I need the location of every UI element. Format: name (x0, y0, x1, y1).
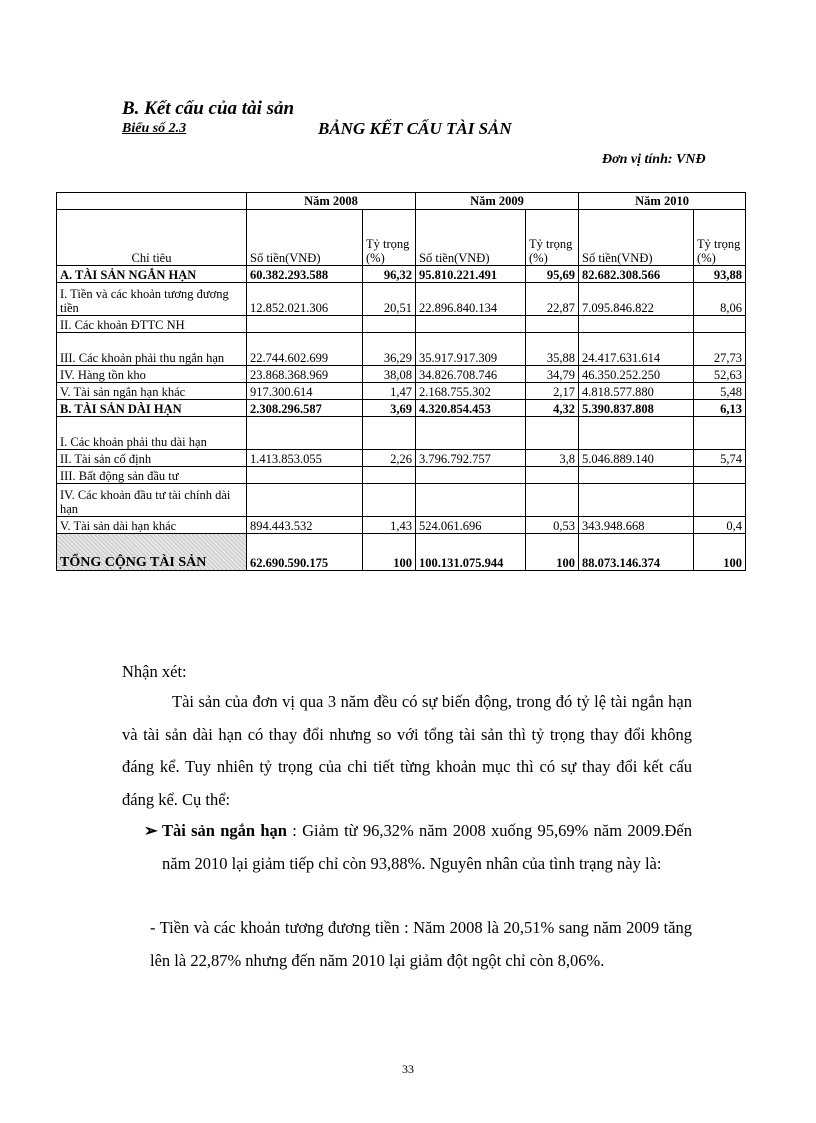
ratio-cell: 22,87 (526, 283, 579, 316)
table-body (57, 266, 746, 571)
header-amount-2008: Số tiền(VNĐ) (247, 210, 363, 266)
amount-cell (416, 316, 526, 333)
ratio-cell (363, 484, 416, 517)
amount-cell (416, 467, 526, 484)
amount-cell: 22.744.602.699 (247, 333, 363, 366)
ratio-cell (694, 316, 746, 333)
bullet-lead: Tài sản ngắn hạn (162, 821, 287, 840)
amount-cell (579, 467, 694, 484)
amount-cell: 23.868.368.969 (247, 366, 363, 383)
ratio-cell: 6,13 (694, 400, 746, 417)
ratio-cell: 100 (363, 534, 416, 571)
table-row (57, 467, 746, 484)
ratio-cell: 0,53 (526, 517, 579, 534)
table-title: BẢNG KẾT CẤU TÀI SẢN (318, 119, 512, 138)
ratio-cell (694, 467, 746, 484)
table-row (57, 450, 746, 467)
ratio-cell: 96,32 (363, 266, 416, 283)
ratio-cell (363, 316, 416, 333)
amount-cell: 343.948.668 (579, 517, 694, 534)
paragraph-cash-equivalents: - Tiền và các khoản tương đương tiền : Năm 2008 là 20,51% sang năm 2009 tăng lên là 22,87% nhưng đến năm 2010 lại giảm đột ngột chỉ còn 8,06%. (150, 918, 692, 970)
table-row (57, 316, 746, 333)
row-label: V. Tài sản ngắn hạn khác (57, 383, 247, 400)
ratio-cell: 8,06 (694, 283, 746, 316)
header-ratio-2009: Tỷ trọng (%) (526, 210, 579, 266)
amount-cell: 35.917.917.309 (416, 333, 526, 366)
ratio-cell (694, 417, 746, 450)
row-label: III. Các khoản phải thu ngắn hạn (57, 333, 247, 366)
ratio-cell (363, 467, 416, 484)
table-row (57, 383, 746, 400)
amount-cell: 62.690.590.175 (247, 534, 363, 571)
ratio-cell (526, 316, 579, 333)
ratio-cell: 2,26 (363, 450, 416, 467)
section-heading: B. Kết cấu của tài sản (122, 98, 295, 119)
header-ratio-2010: Tỷ trọng (%) (694, 210, 746, 266)
table-row (57, 417, 746, 450)
amount-cell: 88.073.146.374 (579, 534, 694, 571)
amount-cell (579, 484, 694, 517)
ratio-cell: 5,74 (694, 450, 746, 467)
ratio-cell: 100 (526, 534, 579, 571)
amount-cell: 34.826.708.746 (416, 366, 526, 383)
ratio-cell: 34,79 (526, 366, 579, 383)
amount-cell (579, 417, 694, 450)
unit-note: Đơn vị tính: VNĐ (602, 152, 706, 167)
ratio-cell: 1,43 (363, 517, 416, 534)
amount-cell (247, 467, 363, 484)
ratio-cell: 20,51 (363, 283, 416, 316)
amount-cell: 24.417.631.614 (579, 333, 694, 366)
remark-title: Nhận xét: (122, 662, 187, 681)
header-amount-2010: Số tiền(VNĐ) (579, 210, 694, 266)
table-row (57, 283, 746, 316)
ratio-cell: 100 (694, 534, 746, 571)
amount-cell (416, 417, 526, 450)
table-header-columns (57, 210, 746, 266)
ratio-cell: 4,32 (526, 400, 579, 417)
amount-cell: 4.320.854.453 (416, 400, 526, 417)
row-label: III. Bất động sản đầu tư (57, 467, 247, 484)
amount-cell: 100.131.075.944 (416, 534, 526, 571)
row-label: V. Tài sản dài hạn khác (57, 517, 247, 534)
ratio-cell: 36,29 (363, 333, 416, 366)
ratio-cell (526, 484, 579, 517)
ratio-cell: 2,17 (526, 383, 579, 400)
ratio-cell: 3,8 (526, 450, 579, 467)
amount-cell: 5.390.837.808 (579, 400, 694, 417)
amount-cell: 2.308.296.587 (247, 400, 363, 417)
ratio-cell: 1,47 (363, 383, 416, 400)
ratio-cell: 27,73 (694, 333, 746, 366)
arrow-bullet-icon: ➢ (144, 821, 158, 840)
amount-cell (579, 316, 694, 333)
ratio-cell: 35,88 (526, 333, 579, 366)
ratio-cell: 93,88 (694, 266, 746, 283)
bullet-text: : Giảm từ 96,32% năm 2008 xuống 95,69% năm 2009.Đến năm 2010 lại giảm tiếp chỉ còn 93,88%. Nguyên nhân của tình trạng này là: (162, 821, 692, 873)
row-label: B. TÀI SẢN DÀI HẠN (57, 400, 247, 417)
ratio-cell: 95,69 (526, 266, 579, 283)
header-amount-2009: Số tiền(VNĐ) (416, 210, 526, 266)
header-year-2008: Năm 2008 (247, 193, 416, 210)
table-row (57, 366, 746, 383)
amount-cell: 894.443.532 (247, 517, 363, 534)
table-row (57, 517, 746, 534)
paragraph-overview: Tài sản của đơn vị qua 3 năm đều có sự biến động, trong đó tỷ lệ tài ngắn hạn và tài sản dài hạn có thay đổi nhưng so với tổng tài sản thì tỷ trọng thay đổi không đáng kể. Tuy nhiên tỷ trọng của chi tiết từng khoản mục thì có sự thay đổi kết cấu đáng kể. Cụ thể: (122, 692, 692, 809)
row-label: I. Các khoản phải thu dài hạn (57, 417, 247, 450)
ratio-cell: 52,63 (694, 366, 746, 383)
amount-cell: 524.061.696 (416, 517, 526, 534)
ratio-cell: 0,4 (694, 517, 746, 534)
header-empty-cell (57, 193, 247, 210)
amount-cell: 95.810.221.491 (416, 266, 526, 283)
amount-cell: 60.382.293.588 (247, 266, 363, 283)
table-header-years (57, 193, 746, 210)
table-row (57, 400, 746, 417)
row-label: A. TÀI SẢN NGẮN HẠN (57, 266, 247, 283)
amount-cell: 82.682.308.566 (579, 266, 694, 283)
row-label: TỔNG CỘNG TÀI SẢN (57, 534, 247, 571)
ratio-cell (363, 417, 416, 450)
header-year-2010: Năm 2010 (579, 193, 746, 210)
figure-label: Biểu số 2.3 (122, 121, 187, 136)
amount-cell: 7.095.846.822 (579, 283, 694, 316)
ratio-cell (526, 467, 579, 484)
table-row (57, 534, 746, 571)
amount-cell: 4.818.577.880 (579, 383, 694, 400)
row-label: I. Tiền và các khoản tương đương tiền (57, 283, 247, 316)
header-year-2009: Năm 2009 (416, 193, 579, 210)
ratio-cell: 3,69 (363, 400, 416, 417)
ratio-cell (526, 417, 579, 450)
amount-cell: 12.852.021.306 (247, 283, 363, 316)
row-label: II. Các khoản ĐTTC NH (57, 316, 247, 333)
ratio-cell (694, 484, 746, 517)
bullet-short-term-assets (144, 815, 692, 880)
asset-structure-table (56, 192, 746, 571)
row-label: IV. Hàng tồn kho (57, 366, 247, 383)
header-indicator: Chỉ tiêu (57, 210, 247, 266)
amount-cell: 917.300.614 (247, 383, 363, 400)
amount-cell: 1.413.853.055 (247, 450, 363, 467)
table-row (57, 266, 746, 283)
amount-cell: 46.350.252.250 (579, 366, 694, 383)
amount-cell (247, 316, 363, 333)
amount-cell: 2.168.755.302 (416, 383, 526, 400)
amount-cell: 3.796.792.757 (416, 450, 526, 467)
amount-cell: 5.046.889.140 (579, 450, 694, 467)
table-row (57, 484, 746, 517)
ratio-cell: 38,08 (363, 366, 416, 383)
row-label: IV. Các khoản đầu tư tài chính dài hạn (57, 484, 247, 517)
amount-cell (416, 484, 526, 517)
ratio-cell: 5,48 (694, 383, 746, 400)
row-label: II. Tài sản cố định (57, 450, 247, 467)
table-row (57, 333, 746, 366)
amount-cell (247, 417, 363, 450)
page-number: 33 (402, 1062, 414, 1076)
amount-cell (247, 484, 363, 517)
header-ratio-2008: Tỷ trọng (%) (363, 210, 416, 266)
amount-cell: 22.896.840.134 (416, 283, 526, 316)
